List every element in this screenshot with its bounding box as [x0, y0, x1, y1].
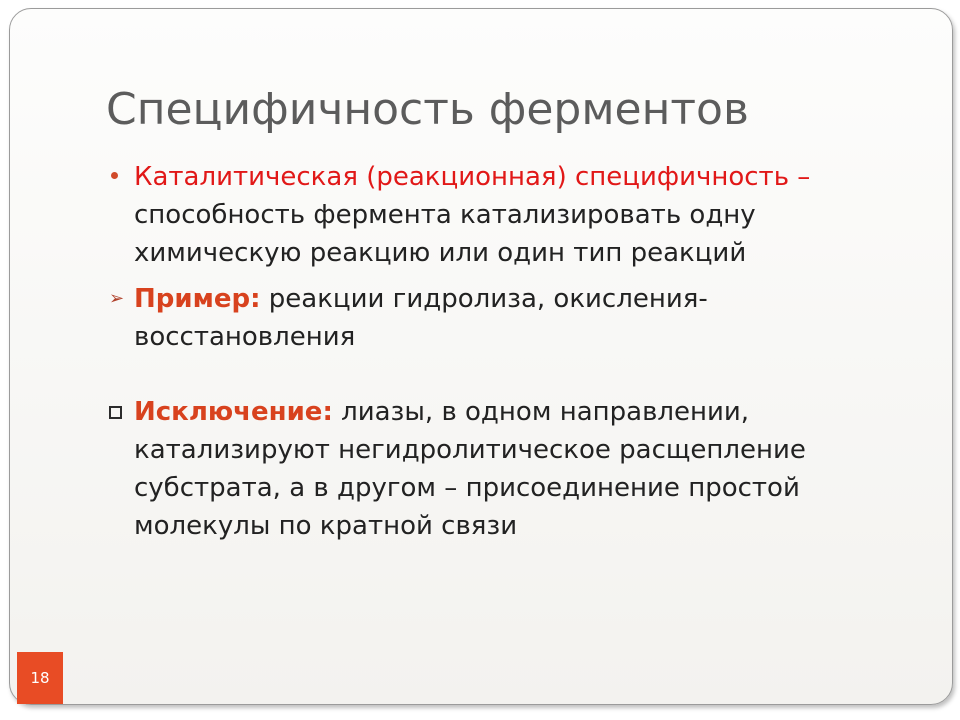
exception-colon: :: [322, 397, 333, 427]
bullet-dot-icon: [108, 158, 130, 196]
term-dash: –: [789, 162, 811, 192]
slide-body: [108, 158, 898, 545]
example-text: реакции гидролиза, окисления-восстановления: [134, 284, 708, 352]
bullet-example: [108, 280, 898, 356]
page-number: 18: [30, 669, 50, 687]
bullet-catalytic-specificity: [108, 158, 898, 272]
exception-text: лиазы, в одном направлении, катализируют негидролитическое расщепление субстрата, а в другом – присоединение простой молекулы по кратной связи: [134, 397, 806, 541]
arrow-bullet-icon: ➢: [109, 288, 125, 309]
page-number-badge: [17, 652, 63, 704]
slide-title: Специфичность ферментов: [106, 84, 749, 135]
bullet-exception: [108, 393, 898, 545]
example-label: Пример: [134, 284, 251, 314]
term-catalytic-specificity: Каталитическая (реакционная) специфичность: [134, 162, 790, 192]
exception-label: Исключение: [134, 397, 323, 427]
example-colon: :: [250, 284, 261, 314]
square-bullet-icon: [108, 393, 130, 431]
definition-text: способность фермента катализировать одну химическую реакцию или один тип реакций: [134, 200, 756, 268]
